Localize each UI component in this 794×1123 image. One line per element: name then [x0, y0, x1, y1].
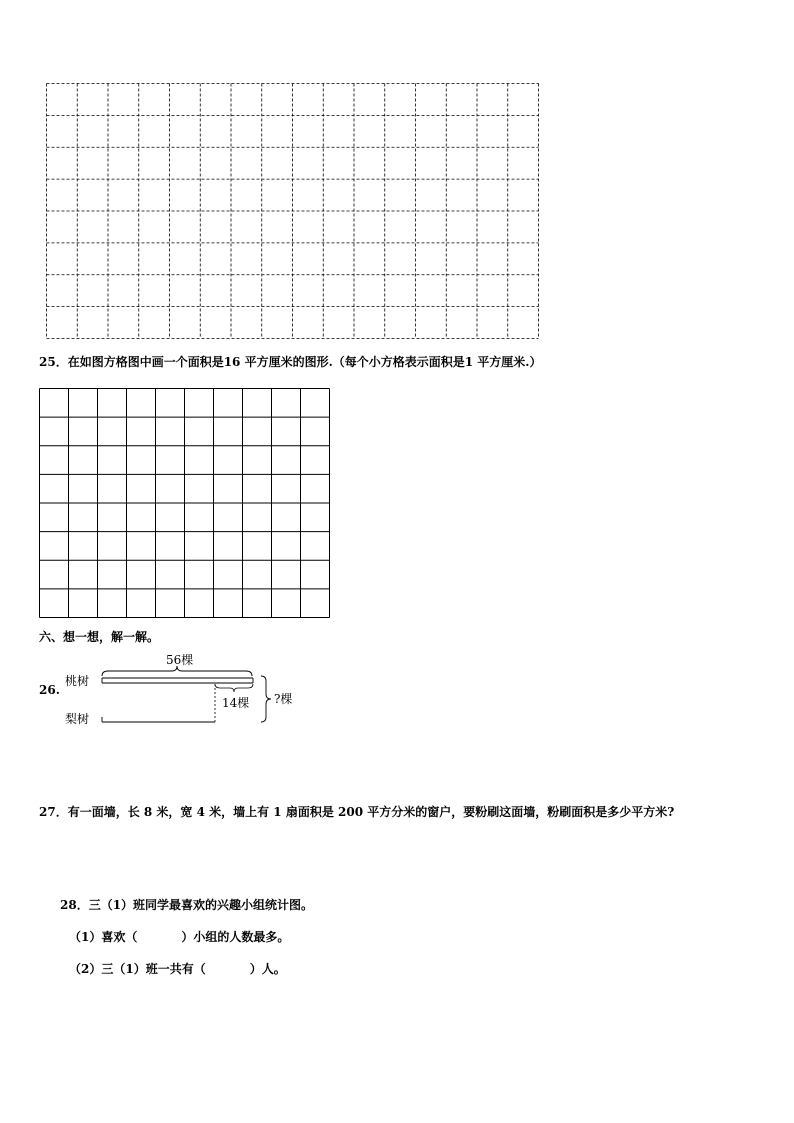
difference-label: 14棵: [222, 696, 250, 710]
peach-tree-label: 桃树: [65, 674, 90, 688]
question-28-part-2: [69, 960, 286, 977]
question-27: 27．有一面墙，长 8 米，宽 4 米，墙上有 1 扇面积是 200 平方分米的窗户，要粉刷这面墙，粉刷面积是多少平方米?: [39, 805, 675, 819]
pear-tree-label: 梨树: [65, 712, 90, 726]
part-1-text-after: ）小组的人数最多。: [181, 930, 290, 944]
question-26-number: 26.: [39, 683, 60, 697]
question-28-part-1: [69, 928, 289, 945]
square-grid[interactable]: [39, 388, 330, 618]
part-2-text-after: ）人。: [249, 962, 286, 976]
part-2-text-before: （2）三（1）班一共有（: [69, 962, 206, 976]
question-25: [39, 353, 541, 370]
question-25-text: 在如图方格图中画一个面积是16 平方厘米的图形.（每个小方格表示面积是1 平方厘米.）: [67, 355, 542, 369]
question-25-number: 25．: [39, 355, 68, 369]
question-label: ?棵: [274, 692, 293, 706]
difference-brace: [215, 684, 253, 692]
top-brace: [102, 666, 252, 676]
right-brace: [261, 676, 271, 722]
question-28-title: 28．三（1）班同学最喜欢的兴趣小组统计图。: [60, 898, 314, 912]
section-6-title: 六、想一想，解一解。: [39, 630, 160, 644]
part-1-text-before: （1）喜欢（: [69, 930, 138, 944]
total-label: 56棵: [166, 653, 194, 667]
dashed-grid: [46, 83, 539, 339]
line-segment-diagram: [60, 650, 310, 730]
